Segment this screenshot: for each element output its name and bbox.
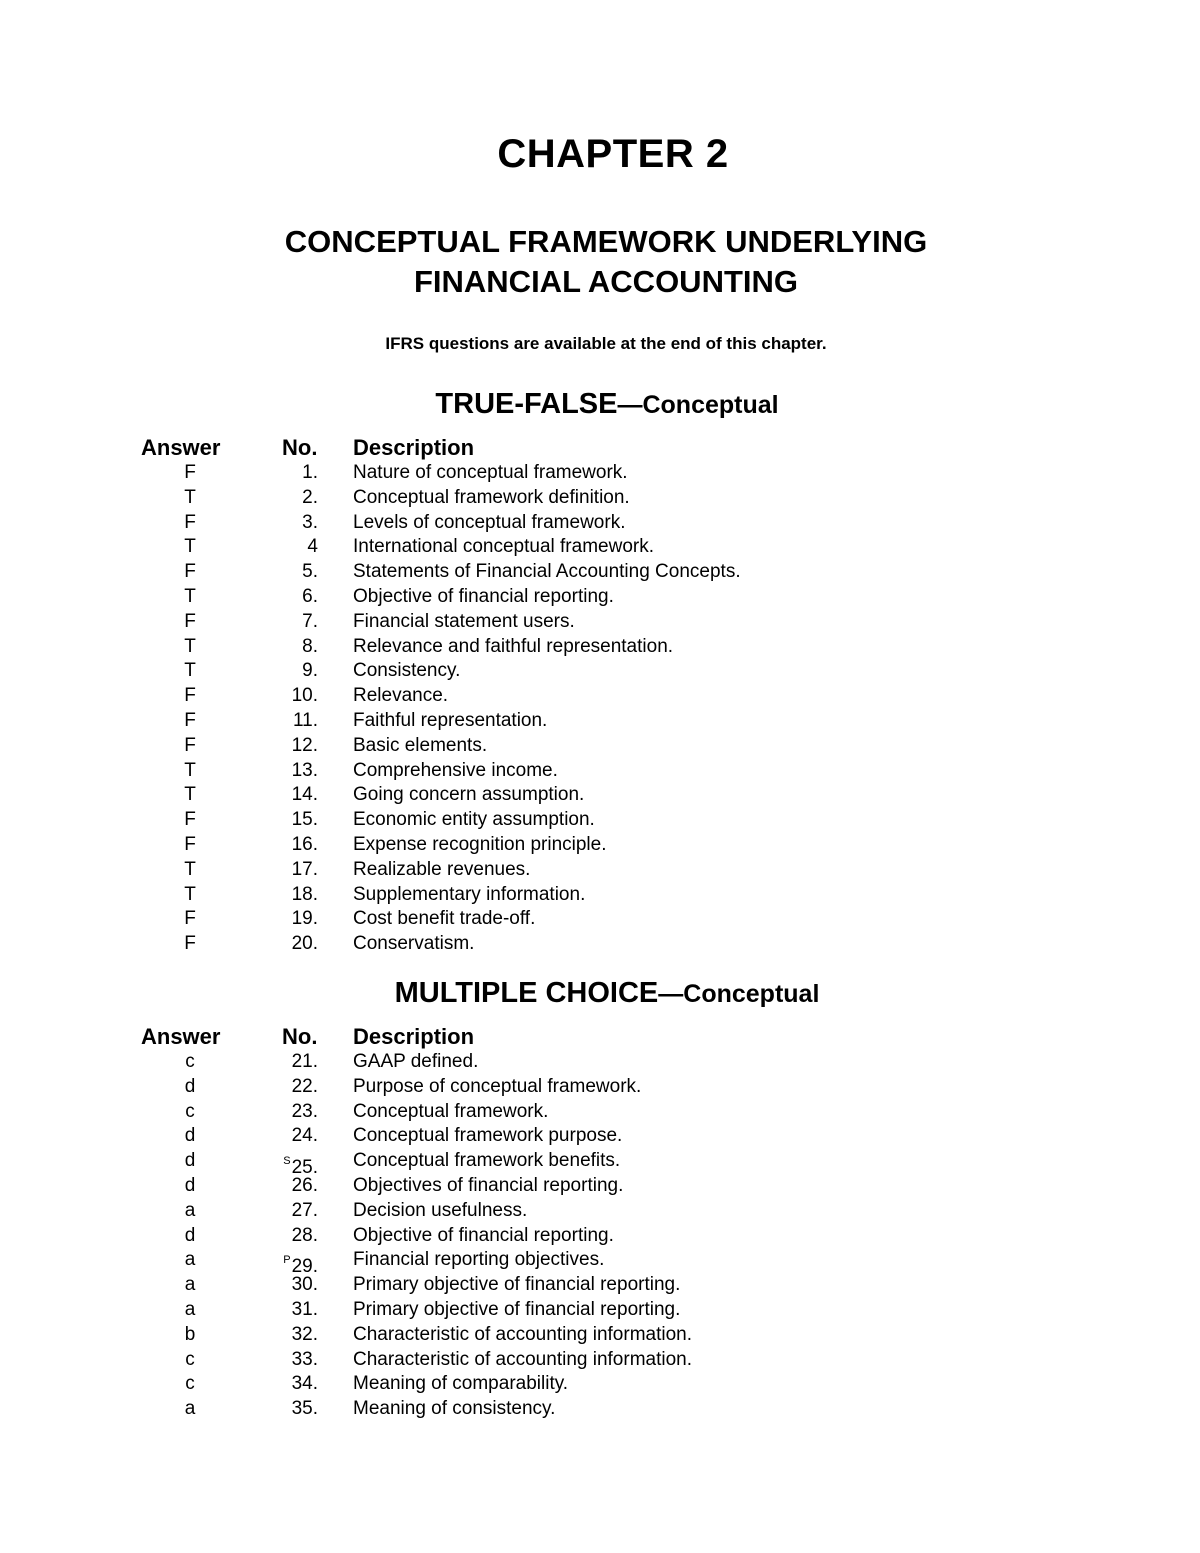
- question-number-cell: [230, 858, 318, 883]
- answer-cell: b: [184, 1323, 196, 1345]
- description-cell: Consistency.: [353, 660, 461, 682]
- section-heading-main: TRUE-FALSE: [435, 388, 618, 420]
- true-false-question-list: [0, 461, 1200, 957]
- section-heading-sub: Conceptual: [642, 391, 779, 419]
- question-number-cell: [230, 932, 318, 957]
- chapter-subtitle: [0, 222, 1200, 302]
- answer-cell: F: [184, 734, 196, 756]
- question-number-cell: [230, 1075, 318, 1100]
- description-cell: Economic entity assumption.: [353, 809, 595, 831]
- question-number-cell: [230, 511, 318, 536]
- question-number-cell: [230, 759, 318, 784]
- description-cell: Comprehensive income.: [353, 759, 558, 781]
- question-row: [0, 1199, 1200, 1224]
- question-number-cell: [230, 461, 318, 486]
- question-row: [0, 1397, 1200, 1422]
- question-row: [0, 1273, 1200, 1298]
- question-number-cell: [230, 709, 318, 734]
- answer-cell: c: [185, 1373, 195, 1395]
- question-number-cell: [230, 1174, 318, 1199]
- answer-cell: a: [184, 1249, 196, 1271]
- answer-cell: F: [184, 709, 196, 731]
- question-number: 14.: [291, 784, 318, 806]
- answer-cell: F: [184, 908, 196, 930]
- answer-cell: d: [184, 1150, 196, 1172]
- question-number: 21.: [291, 1051, 318, 1072]
- answer-column-header: Answer: [141, 1024, 221, 1049]
- number-column-header: No.: [282, 1024, 318, 1049]
- description-cell: Nature of conceptual framework.: [353, 462, 628, 483]
- description-column-header: Description: [353, 1024, 475, 1049]
- description-cell: Primary objective of financial reporting.: [353, 1274, 681, 1296]
- description-cell: Realizable revenues.: [353, 858, 531, 880]
- question-row: [0, 486, 1200, 511]
- question-number: 12.: [291, 734, 318, 756]
- answer-cell: F: [184, 561, 196, 583]
- question-row: [0, 1050, 1200, 1075]
- question-number: 6.: [302, 585, 318, 607]
- answer-cell: T: [184, 635, 196, 657]
- question-row: [0, 511, 1200, 536]
- ifrs-note: IFRS questions are available at the end of this chapter.: [385, 334, 827, 353]
- question-row: [0, 659, 1200, 684]
- question-number: 9.: [302, 660, 318, 682]
- description-cell: Purpose of conceptual framework.: [353, 1075, 642, 1097]
- question-row: [0, 833, 1200, 858]
- question-number-cell: [230, 535, 318, 560]
- description-cell: Relevance.: [353, 685, 449, 707]
- question-row: [0, 907, 1200, 932]
- question-number-cell: [230, 1323, 318, 1348]
- question-number-cell: [230, 560, 318, 585]
- answer-cell: d: [184, 1125, 196, 1147]
- question-number-cell: [230, 635, 318, 660]
- question-row: [0, 610, 1200, 635]
- answer-cell: a: [184, 1398, 196, 1420]
- section-heading-main: MULTIPLE CHOICE: [394, 977, 659, 1009]
- question-number-cell: [230, 1348, 318, 1373]
- answer-cell: d: [184, 1224, 196, 1246]
- answer-cell: T: [184, 585, 196, 607]
- answer-cell: T: [184, 883, 196, 905]
- description-cell: Supplementary information.: [353, 883, 586, 905]
- description-cell: Objectives of financial reporting.: [353, 1174, 624, 1196]
- question-number-cell: [230, 808, 318, 833]
- question-number: 32.: [291, 1323, 318, 1345]
- question-number-cell: [230, 907, 318, 932]
- question-number: 13.: [291, 759, 318, 781]
- question-row: [0, 1372, 1200, 1397]
- description-cell: International conceptual framework.: [353, 536, 654, 558]
- question-number-cell: [230, 883, 318, 908]
- description-cell: GAAP defined.: [353, 1051, 479, 1072]
- question-number: 29.: [291, 1256, 318, 1278]
- question-number: 22.: [291, 1075, 318, 1097]
- subtitle-line-1: CONCEPTUAL FRAMEWORK UNDERLYING: [284, 224, 928, 259]
- answer-cell: d: [184, 1174, 196, 1196]
- question-number: 10.: [291, 685, 318, 707]
- question-number-cell: [230, 833, 318, 858]
- question-number: 3.: [302, 511, 318, 533]
- question-row: [0, 1248, 1200, 1278]
- description-cell: Meaning of comparability.: [353, 1373, 569, 1395]
- section-heading-sub: Conceptual: [683, 980, 820, 1008]
- answer-cell: F: [184, 833, 196, 855]
- question-row: [0, 709, 1200, 734]
- description-cell: Conservatism.: [353, 933, 475, 955]
- description-cell: Going concern assumption.: [353, 784, 585, 806]
- question-number-cell: [230, 1224, 318, 1249]
- question-number: 7.: [302, 610, 318, 632]
- question-number-cell: [230, 783, 318, 808]
- description-cell: Basic elements.: [353, 734, 488, 756]
- answer-cell: F: [184, 933, 196, 955]
- question-row: [0, 1075, 1200, 1100]
- description-cell: Levels of conceptual framework.: [353, 511, 626, 533]
- question-row: [0, 1323, 1200, 1348]
- question-number-cell: [230, 1050, 318, 1075]
- question-number-cell: [230, 1199, 318, 1224]
- question-row: [0, 1348, 1200, 1373]
- question-number: 15.: [291, 809, 318, 831]
- question-number: 17.: [291, 858, 318, 880]
- answer-cell: F: [184, 511, 196, 533]
- question-number-cell: [230, 585, 318, 610]
- question-row: [0, 1224, 1200, 1249]
- question-number: 25.: [291, 1157, 318, 1179]
- question-number-cell: [230, 486, 318, 511]
- answer-cell: T: [184, 660, 196, 682]
- question-number: 1.: [302, 462, 318, 483]
- question-row: [0, 585, 1200, 610]
- answer-cell: T: [184, 784, 196, 806]
- question-row: [0, 1100, 1200, 1125]
- section-heading-dash: —: [617, 391, 643, 419]
- answer-cell: a: [184, 1274, 196, 1296]
- question-row: [0, 1149, 1200, 1179]
- question-row: [0, 883, 1200, 908]
- description-cell: Conceptual framework.: [353, 1100, 549, 1122]
- question-number: 18.: [291, 883, 318, 905]
- question-row: [0, 635, 1200, 660]
- description-cell: Financial reporting objectives.: [353, 1249, 605, 1271]
- multiple-choice-section-heading: [0, 977, 1200, 1010]
- answer-cell: T: [184, 486, 196, 508]
- question-number: 26.: [291, 1174, 318, 1196]
- description-cell: Financial statement users.: [353, 610, 575, 632]
- question-number-cell: [230, 1100, 318, 1125]
- question-number-cell: [230, 1124, 318, 1149]
- description-cell: Conceptual framework definition.: [353, 486, 630, 508]
- description-cell: Faithful representation.: [353, 709, 548, 731]
- question-row: [0, 808, 1200, 833]
- question-row: [0, 858, 1200, 883]
- question-number: 34.: [291, 1373, 318, 1395]
- answer-cell: c: [185, 1051, 195, 1072]
- description-cell: Statements of Financial Accounting Concepts.: [353, 561, 741, 583]
- answer-column-header: Answer: [141, 435, 221, 460]
- multiple-choice-question-list: [0, 1050, 1200, 1422]
- description-cell: Relevance and faithful representation.: [353, 635, 674, 657]
- question-row: [0, 783, 1200, 808]
- description-cell: Decision usefulness.: [353, 1199, 528, 1221]
- description-cell: Primary objective of financial reporting.: [353, 1298, 681, 1320]
- answer-cell: F: [184, 685, 196, 707]
- question-source-marker: P: [283, 1254, 291, 1267]
- question-number: 19.: [291, 908, 318, 930]
- question-row: [0, 759, 1200, 784]
- section-heading-dash: —: [658, 980, 684, 1008]
- question-number-cell: [230, 610, 318, 635]
- answer-cell: T: [184, 858, 196, 880]
- description-cell: Cost benefit trade-off.: [353, 908, 536, 930]
- question-number-cell: [230, 1372, 318, 1397]
- question-number: 23.: [291, 1100, 318, 1122]
- question-row: [0, 932, 1200, 957]
- chapter-title: CHAPTER 2: [497, 132, 729, 176]
- question-number: 33.: [291, 1348, 318, 1370]
- description-cell: Objective of financial reporting.: [353, 585, 614, 607]
- description-cell: Meaning of consistency.: [353, 1398, 556, 1420]
- answer-cell: d: [184, 1075, 196, 1097]
- multiple-choice-column-headers: [0, 1024, 1200, 1050]
- question-source-marker: S: [283, 1155, 291, 1168]
- question-row: [0, 1174, 1200, 1199]
- answer-cell: T: [184, 759, 196, 781]
- description-cell: Expense recognition principle.: [353, 833, 607, 855]
- answer-cell: a: [184, 1199, 196, 1221]
- answer-cell: F: [184, 462, 196, 483]
- description-cell: Characteristic of accounting information.: [353, 1348, 692, 1370]
- question-number-cell: [230, 734, 318, 759]
- question-row: [0, 461, 1200, 486]
- answer-cell: T: [184, 536, 196, 558]
- question-number: 11.: [292, 709, 318, 731]
- question-number: 35.: [291, 1398, 318, 1420]
- question-number-cell: [230, 684, 318, 709]
- answer-cell: c: [185, 1100, 195, 1122]
- answer-cell: F: [184, 610, 196, 632]
- question-number: 24.: [291, 1125, 318, 1147]
- question-number-cell: [230, 1298, 318, 1323]
- subtitle-line-2: FINANCIAL ACCOUNTING: [413, 264, 799, 299]
- question-number-cell: [230, 1397, 318, 1422]
- question-number: 27.: [291, 1199, 318, 1221]
- question-number: 2.: [302, 486, 318, 508]
- true-false-section-heading: [0, 388, 1200, 421]
- number-column-header: No.: [282, 435, 318, 460]
- description-cell: Characteristic of accounting information.: [353, 1323, 692, 1345]
- true-false-column-headers: [0, 435, 1200, 461]
- question-number-cell: [230, 659, 318, 684]
- description-cell: Objective of financial reporting.: [353, 1224, 614, 1246]
- description-column-header: Description: [353, 435, 475, 460]
- question-number: 30.: [291, 1274, 318, 1296]
- question-number: 4: [307, 536, 318, 558]
- description-cell: Conceptual framework purpose.: [353, 1125, 623, 1147]
- question-row: [0, 1124, 1200, 1149]
- question-row: [0, 684, 1200, 709]
- question-row: [0, 560, 1200, 585]
- answer-cell: c: [185, 1348, 195, 1370]
- question-number: 20.: [291, 933, 318, 955]
- question-number: 8.: [302, 635, 318, 657]
- question-number-cell: [230, 1273, 318, 1298]
- answer-cell: a: [184, 1298, 196, 1320]
- description-cell: Conceptual framework benefits.: [353, 1150, 621, 1172]
- question-row: [0, 1298, 1200, 1323]
- question-number: 16.: [291, 833, 318, 855]
- question-number: 31.: [291, 1298, 318, 1320]
- answer-cell: F: [184, 809, 196, 831]
- question-number: 28.: [291, 1224, 318, 1246]
- question-row: [0, 535, 1200, 560]
- question-row: [0, 734, 1200, 759]
- question-number: 5.: [302, 561, 318, 583]
